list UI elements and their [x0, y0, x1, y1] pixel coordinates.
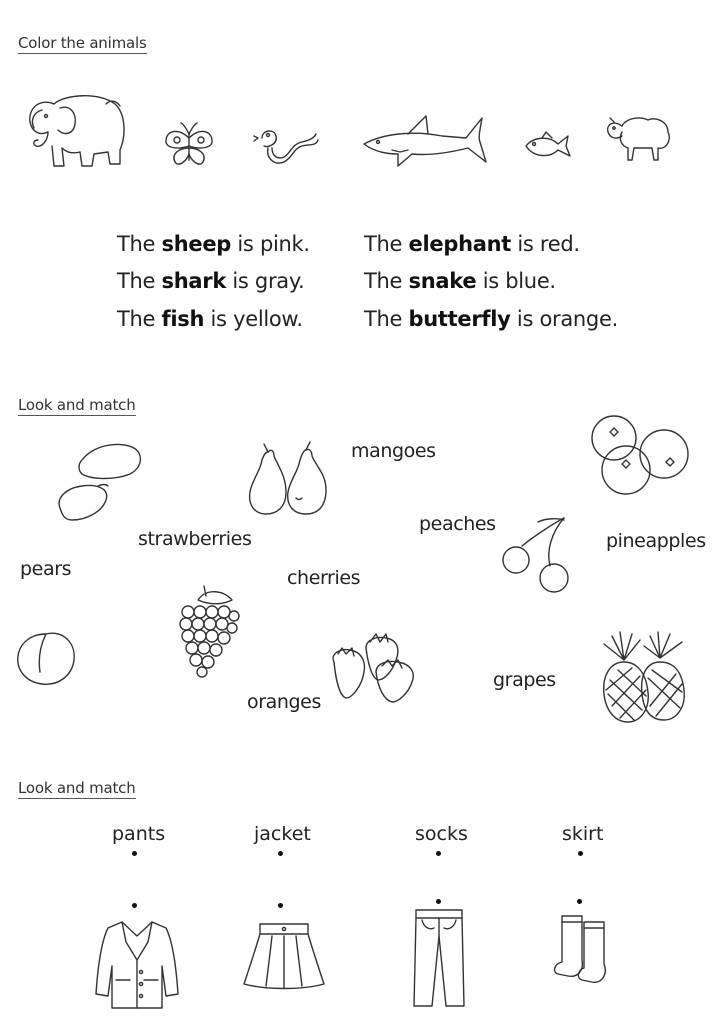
- word-pants: pants: [112, 823, 166, 845]
- pants-picture: [410, 906, 468, 1010]
- butterfly-picture: [163, 122, 215, 168]
- match-dot-skirt[interactable]: [578, 851, 583, 856]
- word-jacket: jacket: [254, 823, 311, 845]
- section-title-color-animals: Color the animals: [18, 34, 147, 52]
- word-skirt: skirt: [562, 823, 604, 845]
- word-grapes: grapes: [493, 669, 556, 691]
- word-strawberries: strawberries: [138, 528, 252, 550]
- sheep-picture: [604, 112, 674, 164]
- section-title-clothes-match: Look and match: [18, 779, 136, 797]
- word-cherries: cherries: [287, 567, 361, 589]
- word-socks: socks: [415, 823, 468, 845]
- pineapples-picture: [598, 632, 690, 726]
- match-dot-jacket-picture[interactable]: [132, 903, 137, 908]
- sentence-fish: The fish is yellow.: [117, 307, 303, 331]
- mangoes-picture: [52, 440, 146, 526]
- skirt-picture: [242, 920, 326, 990]
- oranges-picture: [584, 414, 694, 496]
- socks-picture: [552, 912, 614, 988]
- match-dot-jacket[interactable]: [278, 851, 283, 856]
- match-dot-skirt-picture[interactable]: [278, 903, 283, 908]
- match-dot-socks[interactable]: [436, 851, 441, 856]
- strawberries-picture: [326, 632, 422, 704]
- sentence-butterfly: The butterfly is orange.: [364, 307, 618, 331]
- word-pears: pears: [20, 558, 72, 580]
- snake-picture: [252, 124, 324, 174]
- match-dot-pants[interactable]: [132, 851, 137, 856]
- sentence-elephant: The elephant is red.: [364, 232, 580, 256]
- word-peaches: peaches: [419, 513, 496, 535]
- section-title-fruits-match: Look and match: [18, 396, 136, 414]
- word-oranges: oranges: [247, 691, 321, 713]
- word-pineapples: pineapples: [606, 530, 706, 552]
- elephant-picture: [20, 90, 132, 170]
- shark-picture: [362, 112, 490, 170]
- sentence-sheep: The sheep is pink.: [117, 232, 310, 256]
- fish-picture: [522, 130, 572, 162]
- pears-picture: [246, 442, 332, 518]
- cherries-picture: [498, 516, 578, 594]
- sentence-shark: The shark is gray.: [117, 269, 305, 293]
- grapes-picture: [176, 586, 240, 678]
- match-dot-pants-picture[interactable]: [436, 899, 441, 904]
- match-dot-socks-picture[interactable]: [577, 899, 582, 904]
- jacket-picture: [92, 916, 182, 1012]
- word-mangoes: mangoes: [351, 440, 436, 462]
- peach-picture: [14, 626, 78, 688]
- sentence-snake: The snake is blue.: [364, 269, 556, 293]
